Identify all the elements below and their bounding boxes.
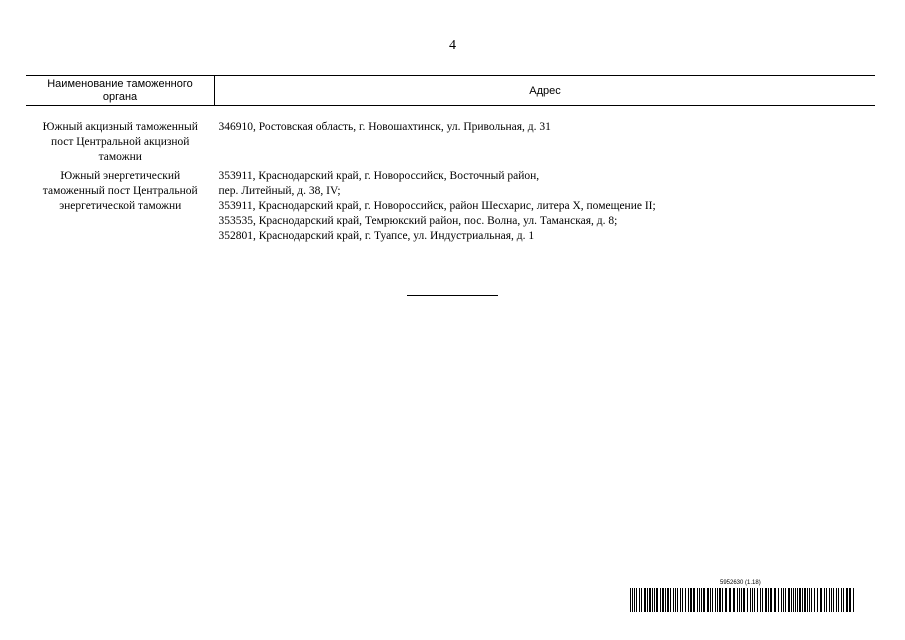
customs-post-name: Южный энергетический таможенный пост Центральной энергетической таможни (42, 170, 198, 212)
barcode-bar (750, 588, 751, 612)
barcode-bar (690, 588, 692, 612)
barcode-bar (778, 588, 779, 612)
barcode-bar (675, 588, 676, 612)
address-line: пер. Литейный, д. 38, IV; (218, 185, 341, 197)
barcode-image (630, 588, 858, 612)
barcode-bar (785, 588, 786, 612)
barcode-bar (754, 588, 755, 612)
barcode-bar (843, 588, 844, 612)
barcode-bar (701, 588, 702, 612)
barcode-bar (652, 588, 653, 612)
barcode-bar (765, 588, 767, 612)
barcode-bar (729, 588, 731, 612)
barcode-bar (826, 588, 827, 612)
barcode-bar (814, 588, 815, 612)
barcode-bar (824, 588, 825, 612)
barcode-bar (741, 588, 742, 612)
barcode-bar (833, 588, 834, 612)
barcode-bar (831, 588, 832, 612)
barcode-bar (807, 588, 808, 612)
barcode-bar (660, 588, 661, 612)
barcode-bar (747, 588, 748, 612)
barcode-bar (697, 588, 698, 612)
barcode-bar (752, 588, 753, 612)
barcode-bar (791, 588, 792, 612)
customs-address-table (26, 75, 875, 248)
barcode-bar (739, 588, 740, 612)
table-row (26, 169, 875, 248)
customs-post-name: Южный акцизный таможенный пост Центральной акцизной таможни (42, 121, 198, 163)
barcode-block (630, 580, 858, 614)
barcode-bar (797, 588, 798, 612)
barcode-bar (809, 588, 810, 612)
address-line: 353911, Краснодарский край, г. Новороссийск, район Шесхарис, литера X, помещение II; (218, 200, 656, 212)
customs-post-address (215, 120, 876, 169)
barcode-bar (639, 588, 640, 612)
barcode-bar (762, 588, 763, 612)
barcode-bar (757, 588, 758, 612)
barcode-bar (636, 588, 637, 612)
barcode-bar (647, 588, 648, 612)
barcode-bar (719, 588, 721, 612)
barcode-bar (853, 588, 854, 612)
barcode-bar (795, 588, 796, 612)
barcode-bar (632, 588, 633, 612)
barcode-bar (641, 588, 642, 612)
barcode-bar (788, 588, 790, 612)
barcode-bar (760, 588, 761, 612)
barcode-bar (644, 588, 646, 612)
barcode-bar (715, 588, 716, 612)
barcode-bar (846, 588, 848, 612)
barcode-bar (630, 588, 631, 612)
address-line: 353911, Краснодарский край, г. Новороссийск, Восточный район, (218, 170, 540, 182)
barcode-bar (670, 588, 671, 612)
barcode-bar (717, 588, 718, 612)
barcode-bar (722, 588, 723, 612)
barcode-bar (783, 588, 784, 612)
barcode-bar (841, 588, 842, 612)
barcode-label: 5952630 (1.18) (720, 580, 761, 586)
barcode-bar (733, 588, 735, 612)
barcode-bar (665, 588, 666, 612)
barcode-bar (693, 588, 695, 612)
barcode-bar (682, 588, 683, 612)
barcode-bar (802, 588, 803, 612)
barcode-bar (654, 588, 655, 612)
barcode-bar (770, 588, 772, 612)
barcode-bar (811, 588, 812, 612)
barcode-bar (799, 588, 801, 612)
address-line: 352801, Краснодарский край, г. Туапсе, ул. Индустриальная, д. 1 (218, 230, 535, 242)
barcode-bar (710, 588, 711, 612)
barcode-bar (836, 588, 837, 612)
barcode-bar (662, 588, 664, 612)
barcode-bar (768, 588, 769, 612)
barcode-bar (817, 588, 818, 612)
barcode-bar (781, 588, 782, 612)
barcode-bar (634, 588, 635, 612)
barcode-bar (712, 588, 713, 612)
barcode-bar (688, 588, 689, 612)
barcode-bar (829, 588, 830, 612)
barcode-bar (743, 588, 745, 612)
barcode-bar (680, 588, 681, 612)
barcode-bar (804, 588, 806, 612)
header-name: Наименование таможенного органа (26, 76, 215, 106)
barcode-bar (699, 588, 700, 612)
barcode-bar (820, 588, 822, 612)
barcode-bar (685, 588, 686, 612)
customs-post-address (215, 169, 876, 248)
barcode-bar (838, 588, 839, 612)
barcode-bar (774, 588, 776, 612)
barcode-bar (649, 588, 651, 612)
barcode-bar (725, 588, 727, 612)
address-line: 353535, Краснодарский край, Темрюкский район, пос. Волна, ул. Таманская, д. 8; (218, 215, 618, 227)
barcode-bar (737, 588, 738, 612)
barcode-bar (677, 588, 678, 612)
barcode-bar (707, 588, 709, 612)
table-row (26, 120, 875, 169)
barcode-bar (673, 588, 674, 612)
barcode-bar (656, 588, 658, 612)
end-divider (407, 295, 498, 296)
address-line: 346910, Ростовская область, г. Новошахтинск, ул. Привольная, д. 31 (218, 121, 551, 133)
table-header-row (26, 76, 875, 106)
barcode-bar (793, 588, 794, 612)
page-number: 4 (449, 38, 456, 53)
barcode-bar (849, 588, 851, 612)
barcode-bar (667, 588, 669, 612)
header-address: Адрес (215, 76, 876, 106)
barcode-bar (703, 588, 705, 612)
